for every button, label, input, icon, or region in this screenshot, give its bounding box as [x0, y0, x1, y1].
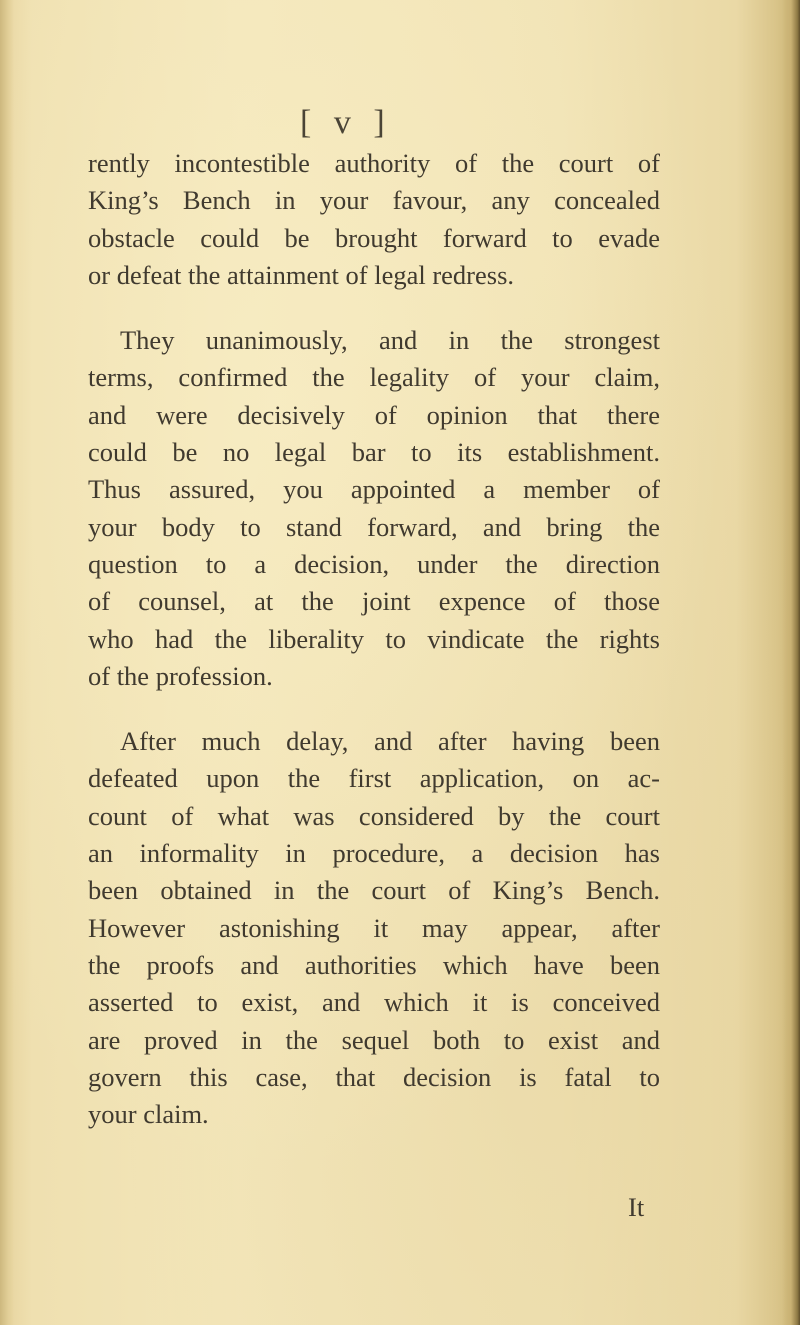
text-line: obstacle could be brought forward to evade: [88, 222, 660, 253]
text-line: After much delay, and after having been: [120, 726, 660, 757]
text-line: However astonishing it may appear, after: [88, 912, 660, 943]
text-line: count of what was considered by the court: [88, 800, 660, 831]
text-line: your claim.: [88, 1099, 209, 1130]
text-line: are proved in the sequel both to exist and: [88, 1024, 660, 1055]
text-line: an informality in procedure, a decision has: [88, 838, 660, 869]
text-line: Thus assured, you appointed a member of: [88, 474, 660, 505]
paragraph-gap: [88, 294, 660, 322]
text-line: who had the liberality to vindicate the rights: [88, 623, 660, 654]
catchword: It: [628, 1192, 645, 1222]
paragraph-1: [88, 145, 660, 294]
text-line: question to a decision, under the direction: [88, 548, 660, 579]
paragraph-2: [88, 322, 660, 695]
text-line: the proofs and authorities which have been: [88, 949, 660, 980]
text-line: asserted to exist, and which it is conceived: [88, 987, 660, 1018]
text-line: defeated upon the first application, on ac-: [88, 763, 660, 794]
text-line: been obtained in the court of King’s Bench.: [88, 875, 660, 906]
text-line: terms, confirmed the legality of your claim,: [88, 362, 660, 393]
text-line: of counsel, at the joint expence of those: [88, 586, 660, 617]
text-line: could be no legal bar to its establishment.: [88, 437, 660, 468]
paragraph-gap: [88, 695, 660, 723]
text-line: rently incontestible authority of the court of: [88, 148, 660, 178]
text-line: and were decisively of opinion that there: [88, 399, 660, 430]
page-number-header: [ v ]: [300, 104, 387, 141]
paragraph-3: [88, 723, 660, 1133]
text-line: or defeat the attainment of legal redress.: [88, 259, 515, 290]
page-left-edge: [0, 0, 14, 1325]
body-text: [88, 145, 660, 1133]
text-line: your body to stand forward, and bring the: [88, 511, 660, 542]
text-line: of the profession.: [88, 660, 273, 691]
text-line: They unanimously, and in the strongest: [120, 325, 660, 356]
page-right-edge: [782, 0, 800, 1325]
text-line: King’s Bench in your favour, any concealed: [88, 185, 660, 216]
text-line: govern this case, that decision is fatal to: [88, 1061, 660, 1092]
